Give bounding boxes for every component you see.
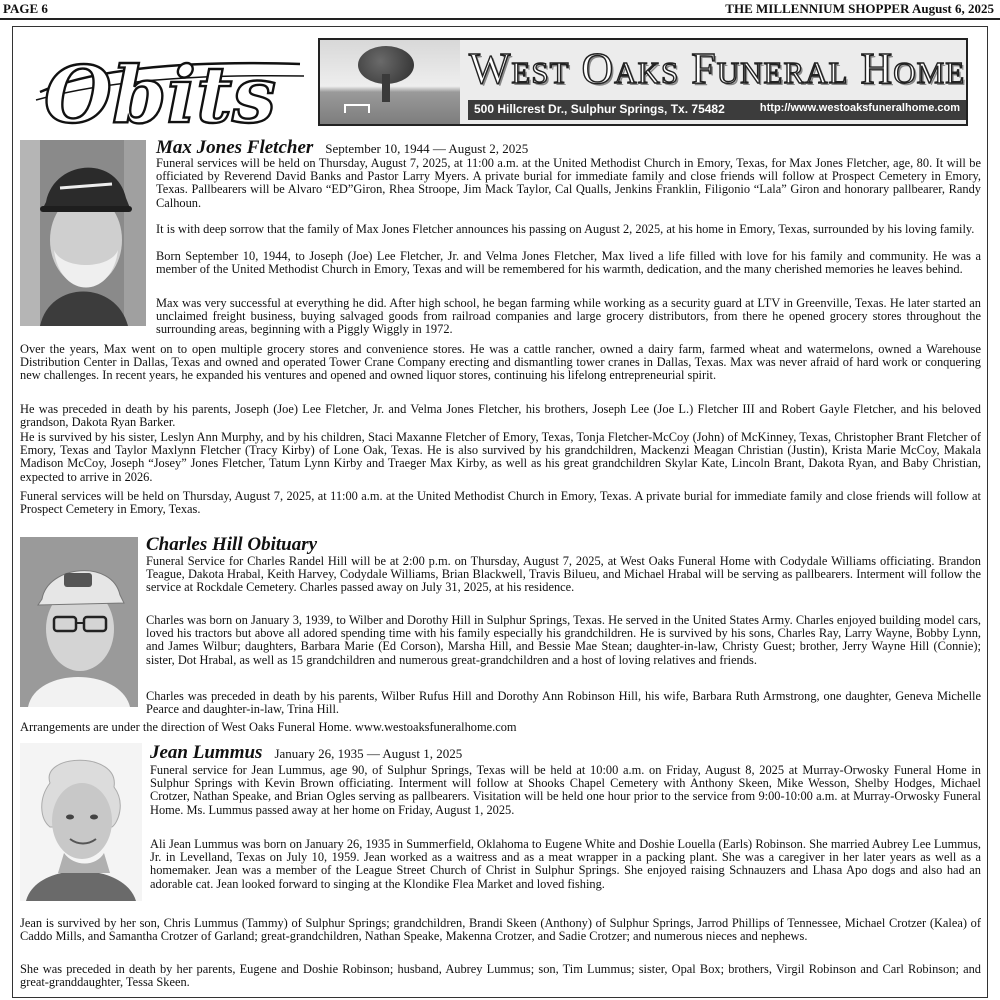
- obituary-paragraph: Charles was preceded in death by his parents, Wilber Rufus Hill and Dorothy Ann Robinson Hill, his wife, Barbara Ruth Armstrong, one daughter, Geneva Michelle Pearce and daughter-in-law, Trina Hill.: [146, 689, 981, 717]
- obituary-paragraph: Max was very successful at everything he did. After high school, he began farming while working as a security guard at LTV in Greenville, Texas. He later started an unclaimed freight business, buying salvaged goods from railroad companies and large grocery distributors, from there he opened grocery stores throughout the surrounding areas, beginning with a Piggly Wiggly in 1972.: [156, 296, 981, 337]
- header-rule: [0, 18, 1000, 20]
- obituary-paragraph: Over the years, Max went on to open multiple grocery stores and convenience stores. He was a cattle rancher, owned a dairy farm, farmed wheat and watermelons, owned a Warehouse Distribution Center in Dallas, Texas and owned and operated Tower Crane Company erecting and dismantling tower cranes in Dallas, Texas. Max was never afraid of hard work or conquering new challenges. In recent years, he expanded his ventures and opened and owned liquor stores, continuing his lifelong entrepreneurial spirit.: [20, 342, 981, 383]
- obits-logo: [30, 30, 310, 138]
- funeral-home-banner: [318, 38, 968, 126]
- obituary-paragraph: She was preceded in death by her parents, Eugene and Doshie Robinson; husband, Aubrey Lummus; son, Tim Lummus; sister, Opal Box; brothers, Virgil Robinson and Carl Robinson; and great-granddaughter, Tessa Skeen.: [20, 962, 981, 990]
- obituary-name: Jean Lummus January 26, 1935 — August 1, 2025: [150, 742, 463, 763]
- portrait-photo: [20, 140, 146, 326]
- banner-info-strip: [468, 100, 966, 120]
- obituary-paragraph: Funeral services will be held on Thursday, August 7, 2025, at 11:00 a.m. at the United Methodist Church in Emory, Texas. A private burial for immediate family and close friends will follow at Prospect Cemetery in Emory, Texas.: [20, 489, 981, 517]
- obituary-paragraph: Funeral Service for Charles Randel Hill will be at 2:00 p.m. on Thursday, August 7, 2025, at West Oaks Funeral Home with Codydale Williams officiating. Brandon Teague, Dakota Hrabal, Keith Harvey, Codydale Williams, Brian Blackwell, Travis Bilueu, and Michael Hrabal will be serving as pallbearers. Interment will follow the service at Rockdale Cemetery. Charles passed away on July 31, 2025, at his residence.: [146, 554, 981, 595]
- obituary-name: Charles Hill Obituary: [146, 534, 318, 555]
- masthead: THE MILLENNIUM SHOPPER August 6, 2025: [725, 1, 994, 16]
- running-header: [0, 0, 1000, 18]
- obituary-paragraph: He is survived by his sister, Leslyn Ann Murphy, and by his children, Staci Maxanne Fletcher of Emory, Texas, Tonja Fletcher-McCoy (John) of McKinney, Texas, Christopher Brant Fletcher of Emory, Texas and Taylor Maxlynn Fletcher (Tracy Kirby) of Lone Oak, Texas. He is also survived by his grandchildren, Mackenzi Meagan Christian (Justin), Krista Marie McCoy, Makala Madison McCoy, Joseph “Josey” Jones Fletcher, Tatum Lynn Kirby and Traeger Max Kirby, as well as his great grandchildren Skylar Kate, Lincoln Brant, Dakota Ryan, and Baby Christian, expected to arrive in 2026.: [20, 430, 981, 484]
- obituary-paragraph: Funeral service for Jean Lummus, age 90, of Sulphur Springs, Texas will be held at 10:00 a.m. on Friday, August 8, 2025 at Murray-Orwosky Funeral Home in Sulphur Springs with Kevin Brown officiating. Interment will follow at Shooks Chapel Cemetery with Anthony Skeen, Mike Wesson, Shelby Hodges, Michael Crotzer, Nathan Speake, and Brian Ogles serving as pallbearers. Visitation will be held one hour prior to the service from 9:00-10:00 a.m. at Murray-Orwosky Funeral Home. Ms. Lummus passed away at her home on Friday, August 1, 2025.: [150, 763, 981, 817]
- obituary-paragraph: Ali Jean Lummus was born on January 26, 1935 in Summerfield, Oklahoma to Eugene White and Doshie Louella (Earls) Robinson. She married Aubrey Lee Lummus, Jr. in Levelland, Texas on July 10, 1959. Jean worked as a waitress and as a meat wrapper in a packing plant. She was a caregiver in her later years as well as a homemaker. Jean was a member of the League Street Church of Christ in Sulphur Springs. She enjoyed raising Schnauzers and Lhasa Apo dogs and also had an adorable cat. Jean looked forward to singing at the Klondike Flea Market and loved fishing.: [150, 837, 981, 891]
- portrait-photo: [20, 743, 142, 901]
- obituary-paragraph: Arrangements are under the direction of West Oaks Funeral Home. www.westoaksfuneralhome.com: [20, 720, 517, 734]
- section-title: Obits: [44, 50, 277, 138]
- obituary-paragraph: He was preceded in death by his parents, Joseph (Joe) Lee Fletcher, Jr. and Velma Jones Fletcher, his brothers, Joseph Lee (Joe L.) Fletcher III and Robert Gayle Fletcher, and his beloved grandson, Dakota Ryan Barker.: [20, 402, 981, 430]
- funeral-home-url[interactable]: http://www.westoaksfuneralhome.com: [759, 102, 960, 114]
- obituary-dates: September 10, 1944 — August 2, 2025: [325, 141, 529, 156]
- bench-icon: [344, 104, 370, 113]
- obituary-paragraph: Charles was born on January 3, 1939, to Wilber and Dorothy Hill in Sulphur Springs, Texas. He served in the United States Army. Charles enjoyed building model cars, loved his tractors but above all adored spending time with his family especially his grandchildren. He is survived by his sons, Charles Ray, Larry Wayne, Bobby Lynn, and James Wilbur; daughters, Barbara Marie (Ed Corson), Marsha Hill, and Bessie Mae Stean; daughter-in-law, Christy Guest; brother, Jerry Wayne Hill (Connie); sister, Dot Hrabal, as well as 15 grandchildren and numerous great-grandchildren and a host of loving relatives and friends.: [146, 613, 981, 667]
- obituary-paragraph: Jean is survived by her son, Chris Lummus (Tammy) of Sulphur Springs; grandchildren, Brandi Skeen (Anthony) of Sulphur Springs, Jarrod Phillips of Tennessee, Michael Crotzer (Kalea) of Caddo Mills, and Samantha Crotzer of Garland; great-grandchildren, Nathan Speake, Makenna Crotzer, and Sadie Crotzer; and numerous nieces and nephews.: [20, 916, 981, 944]
- obituary-name: Max Jones Fletcher September 10, 1944 — August 2, 2025: [156, 137, 529, 158]
- obituary-paragraph: Born September 10, 1944, to Joseph (Joe) Lee Fletcher, Jr. and Velma Jones Fletcher, Max lived a life filled with love for his family and community. He was a member of the United Methodist Church in Emory, Texas and will be remembered for his warmth, dedication, and the many cherished memories he leaves behind.: [156, 249, 981, 277]
- obituary-paragraph: It is with deep sorrow that the family of Max Jones Fletcher announces his passing on August 2, 2025, at his home in Emory, Texas, surrounded by his loving family.: [156, 222, 975, 236]
- portrait-photo: [20, 537, 138, 707]
- page-number: PAGE 6: [3, 1, 48, 16]
- funeral-home-address: 500 Hillcrest Dr., Sulphur Springs, Tx. 75482: [474, 102, 725, 116]
- obituary-dates: January 26, 1935 — August 1, 2025: [274, 746, 463, 761]
- tree-scene-image: [320, 40, 460, 124]
- funeral-home-name: West Oaks Funeral Home: [468, 44, 966, 93]
- obituary-paragraph: Funeral services will be held on Thursday, August 7, 2025, at 11:00 a.m. at the United Methodist Church in Emory, Texas, for Max Jones Fletcher, age, 80. It will be officiated by Reverend David Banks and Pastor Larry Myers. A private burial for immediate family and close friends will follow at Prospect Cemetery in Emory, Texas. Pallbearers will be Alvaro “ED”Giron, Rhea Stroope, Jim Mack Taylor, Cal Qualls, Jenkins Franklin, Filigonio “Lala” Giron and honorary pallbearer, Randy Calhoun.: [156, 156, 981, 210]
